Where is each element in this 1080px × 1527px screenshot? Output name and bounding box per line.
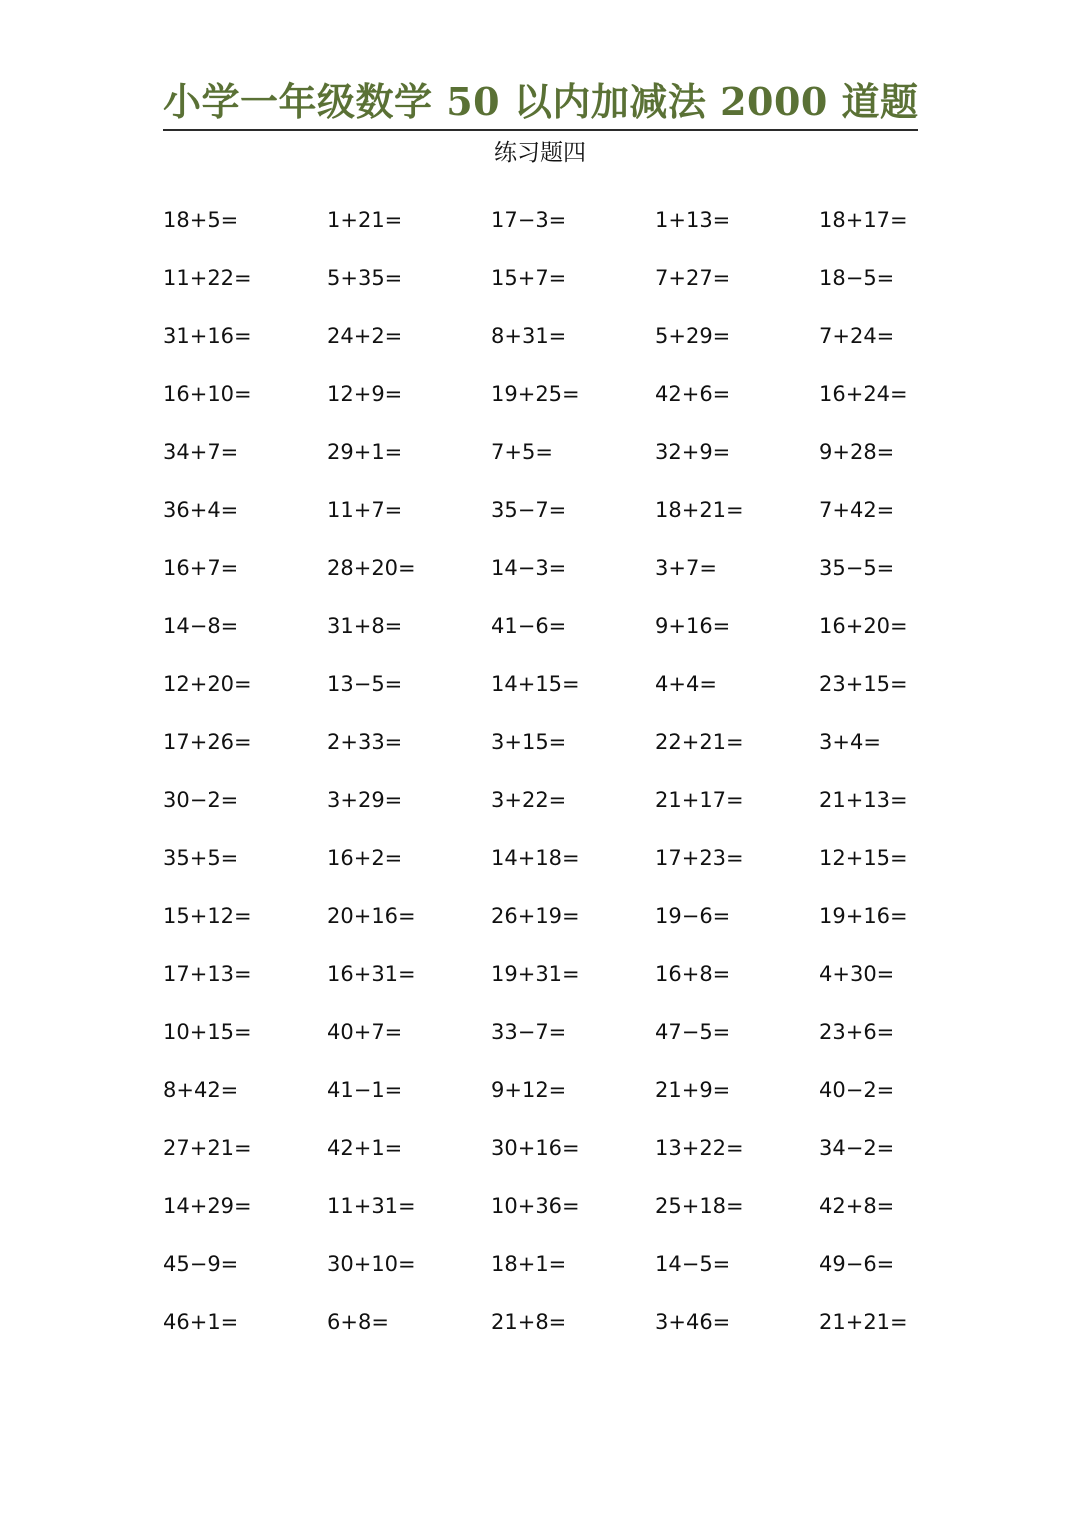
math-problem: 18+5=	[163, 208, 239, 232]
math-problem: 40+7=	[327, 1020, 403, 1044]
math-problem: 20+16=	[327, 904, 416, 928]
math-problem: 24+2=	[327, 324, 403, 348]
math-problem: 5+29=	[655, 324, 731, 348]
math-problem: 3+7=	[655, 556, 717, 580]
math-problem: 21+13=	[819, 788, 908, 812]
math-problem: 17+23=	[655, 846, 744, 870]
problem-row	[163, 838, 983, 896]
math-problem: 6+8=	[327, 1310, 389, 1334]
math-problem: 13+22=	[655, 1136, 744, 1160]
math-problem: 19+25=	[491, 382, 580, 406]
math-problem: 18+17=	[819, 208, 908, 232]
problem-row	[163, 432, 983, 490]
math-problem: 19+31=	[491, 962, 580, 986]
math-problem: 31+16=	[163, 324, 252, 348]
math-problem: 19+16=	[819, 904, 908, 928]
math-problem: 11+31=	[327, 1194, 416, 1218]
math-problem: 30+16=	[491, 1136, 580, 1160]
math-problem: 3+15=	[491, 730, 567, 754]
math-problem: 41−6=	[491, 614, 567, 638]
math-problem: 25+18=	[655, 1194, 744, 1218]
math-problem: 18+1=	[491, 1252, 567, 1276]
problem-row	[163, 1244, 983, 1302]
math-problem: 29+1=	[327, 440, 403, 464]
math-problem: 16+31=	[327, 962, 416, 986]
math-problem: 3+46=	[655, 1310, 731, 1334]
math-problem: 34+7=	[163, 440, 239, 464]
math-problem: 23+15=	[819, 672, 908, 696]
math-problem: 35+5=	[163, 846, 239, 870]
math-problem: 16+8=	[655, 962, 731, 986]
math-problem: 19−6=	[655, 904, 731, 928]
math-problem: 15+12=	[163, 904, 252, 928]
math-problem: 7+5=	[491, 440, 553, 464]
problem-row	[163, 1302, 983, 1360]
math-problem: 8+31=	[491, 324, 567, 348]
math-problem: 40−2=	[819, 1078, 895, 1102]
math-problem: 21+21=	[819, 1310, 908, 1334]
math-problem: 30+10=	[327, 1252, 416, 1276]
math-problem: 14+18=	[491, 846, 580, 870]
math-problem: 14+15=	[491, 672, 580, 696]
math-problem: 4+30=	[819, 962, 895, 986]
problem-row	[163, 606, 983, 664]
math-problem: 22+21=	[655, 730, 744, 754]
math-problem: 14−5=	[655, 1252, 731, 1276]
math-problem: 11+22=	[163, 266, 252, 290]
math-problem: 13−5=	[327, 672, 403, 696]
math-problem: 14−8=	[163, 614, 239, 638]
math-problem: 26+19=	[491, 904, 580, 928]
math-problem: 42+6=	[655, 382, 731, 406]
math-problem: 34−2=	[819, 1136, 895, 1160]
math-problem: 21+17=	[655, 788, 744, 812]
problem-row	[163, 200, 983, 258]
math-problem: 21+9=	[655, 1078, 731, 1102]
problem-row	[163, 316, 983, 374]
math-problem: 10+36=	[491, 1194, 580, 1218]
problem-row	[163, 490, 983, 548]
problem-row	[163, 1070, 983, 1128]
math-problem: 42+1=	[327, 1136, 403, 1160]
math-problem: 8+42=	[163, 1078, 239, 1102]
math-problem: 12+15=	[819, 846, 908, 870]
math-problem: 14−3=	[491, 556, 567, 580]
math-problem: 23+6=	[819, 1020, 895, 1044]
math-problem: 31+8=	[327, 614, 403, 638]
math-problem: 9+28=	[819, 440, 895, 464]
math-problem: 35−5=	[819, 556, 895, 580]
math-problem: 16+24=	[819, 382, 908, 406]
math-problem: 18+21=	[655, 498, 744, 522]
problem-grid	[163, 200, 983, 1360]
problem-row	[163, 722, 983, 780]
math-problem: 14+29=	[163, 1194, 252, 1218]
math-problem: 9+12=	[491, 1078, 567, 1102]
math-problem: 47−5=	[655, 1020, 731, 1044]
math-problem: 45−9=	[163, 1252, 239, 1276]
problem-row	[163, 1012, 983, 1070]
math-problem: 16+7=	[163, 556, 239, 580]
math-problem: 32+9=	[655, 440, 731, 464]
page-title: 小学一年级数学 50 以内加减法 2000 道题	[163, 79, 919, 124]
math-problem: 17+13=	[163, 962, 252, 986]
math-problem: 33−7=	[491, 1020, 567, 1044]
math-problem: 11+7=	[327, 498, 403, 522]
math-problem: 9+16=	[655, 614, 731, 638]
math-problem: 2+33=	[327, 730, 403, 754]
math-problem: 16+20=	[819, 614, 908, 638]
math-problem: 28+20=	[327, 556, 416, 580]
problem-row	[163, 258, 983, 316]
math-problem: 3+4=	[819, 730, 881, 754]
math-problem: 4+4=	[655, 672, 717, 696]
math-problem: 42+8=	[819, 1194, 895, 1218]
math-problem: 3+29=	[327, 788, 403, 812]
math-problem: 17−3=	[491, 208, 567, 232]
math-problem: 46+1=	[163, 1310, 239, 1334]
math-problem: 41−1=	[327, 1078, 403, 1102]
math-problem: 16+10=	[163, 382, 252, 406]
problem-row	[163, 1186, 983, 1244]
math-problem: 3+22=	[491, 788, 567, 812]
problem-row	[163, 1128, 983, 1186]
math-problem: 1+21=	[327, 208, 403, 232]
math-problem: 30−2=	[163, 788, 239, 812]
math-problem: 10+15=	[163, 1020, 252, 1044]
math-problem: 12+20=	[163, 672, 252, 696]
problem-row	[163, 954, 983, 1012]
problem-row	[163, 548, 983, 606]
math-problem: 7+24=	[819, 324, 895, 348]
math-problem: 21+8=	[491, 1310, 567, 1334]
exercise-subtitle: 练习题四	[494, 140, 586, 166]
math-problem: 7+27=	[655, 266, 731, 290]
math-problem: 1+13=	[655, 208, 731, 232]
problem-row	[163, 664, 983, 722]
problem-row	[163, 896, 983, 954]
math-problem: 35−7=	[491, 498, 567, 522]
math-problem: 27+21=	[163, 1136, 252, 1160]
problem-row	[163, 374, 983, 432]
math-problem: 7+42=	[819, 498, 895, 522]
math-problem: 16+2=	[327, 846, 403, 870]
math-problem: 15+7=	[491, 266, 567, 290]
math-problem: 17+26=	[163, 730, 252, 754]
math-problem: 12+9=	[327, 382, 403, 406]
title-underline	[163, 129, 918, 131]
problem-row	[163, 780, 983, 838]
math-problem: 5+35=	[327, 266, 403, 290]
math-problem: 49−6=	[819, 1252, 895, 1276]
math-problem: 18−5=	[819, 266, 895, 290]
math-problem: 36+4=	[163, 498, 239, 522]
